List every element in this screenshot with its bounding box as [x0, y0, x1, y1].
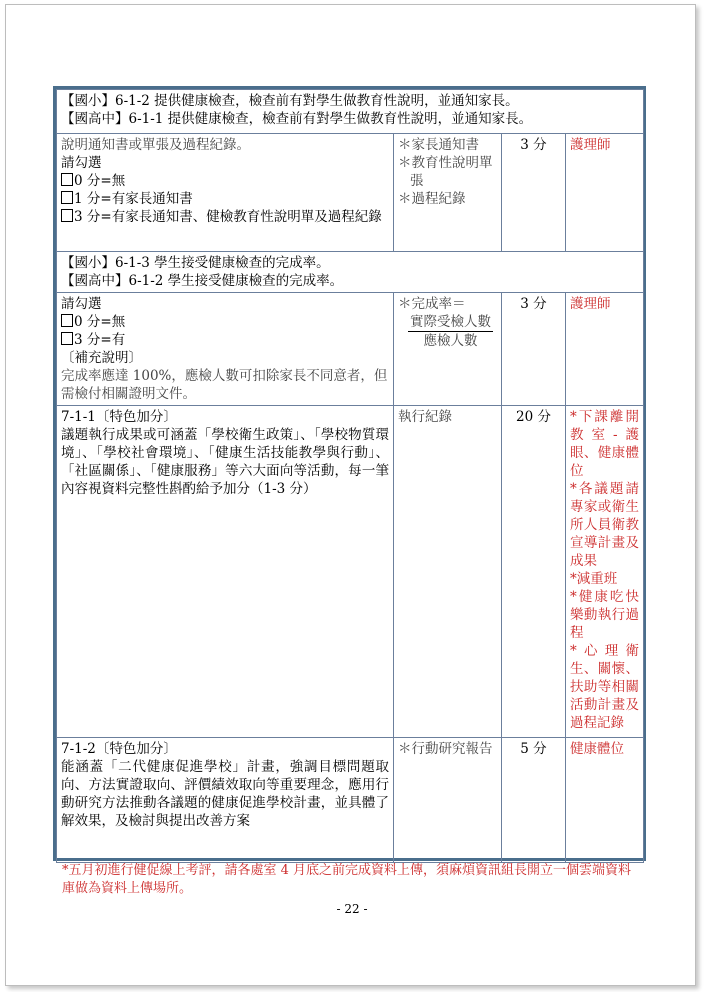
- criteria-table: [53, 86, 646, 861]
- indicator-6-1-2-secondary: 【國高中】6-1-2 學生接受健康檢查的完成率。: [61, 273, 344, 289]
- supplement-text: 完成率應達 100%，應檢人數可扣除家長不同意者，但需檢付相關證明文件。: [61, 368, 388, 402]
- score-cell: 5 分: [502, 738, 566, 863]
- option-3-points[interactable]: 3 分=有: [61, 331, 389, 349]
- indicator-text: 議題執行成果或可涵蓋「學校衛生政策」、「學校物質環境」、「學校社會環境」、「健康生活技能教學與行動」、「社區關係」、「健康服務」等六大面向等活動，每一筆內容視資料完整性斟酌給予加分（1-3 分）: [61, 427, 389, 497]
- note-item: *健康吃快樂動執行過程: [570, 589, 639, 641]
- evidence-item-continued: 張: [410, 173, 424, 189]
- indicator-6-1-2-criteria: [57, 134, 394, 252]
- indicator-6-1-3-header: [57, 252, 644, 293]
- note-item: *下課離開教室-護眼、健康體位: [570, 409, 639, 479]
- option-0-points[interactable]: 0 分=無: [61, 313, 389, 331]
- indicator-7-1-2-criteria: [57, 738, 394, 863]
- checkbox[interactable]: [61, 314, 73, 327]
- indicator-title: 7-1-2〔特色加分〕: [61, 741, 177, 757]
- evidence-item: ＊過程紀錄: [398, 191, 466, 207]
- option-0-points[interactable]: 0 分=無: [61, 172, 389, 190]
- checkbox[interactable]: [61, 209, 73, 222]
- note-item: *心理衛生、關懷、扶助等相關活動計畫及過程記錄: [570, 643, 639, 731]
- evidence-cell: ＊行動研究報告: [394, 738, 502, 863]
- indicator-6-1-3-elementary: 【國小】6-1-3 學生接受健康檢查的完成率。: [61, 255, 330, 271]
- evidence-item: ＊家長通知書: [398, 137, 479, 153]
- note-item: *減重班: [570, 571, 618, 587]
- indicator-text: 能涵蓋「二代健康促進學校」計畫，強調目標問題取向、方法實證取向、評價績效取向等重要理念，應用行動研究方法推動各議題的健康促進學校計畫，並具體了解效果，及檢討與提出改善方案: [61, 759, 389, 829]
- evidence-cell: 執行紀錄: [394, 406, 502, 738]
- score-cell: 20 分: [502, 406, 566, 738]
- completion-rate-label: ＊完成率＝: [398, 296, 466, 312]
- indicator-title: 7-1-1〔特色加分〕: [61, 409, 177, 425]
- notes-cell: [566, 406, 644, 738]
- select-prompt: 請勾選: [61, 155, 102, 171]
- criteria-description: 說明通知書或單張及過程紀錄。: [61, 137, 250, 153]
- indicator-6-1-3-criteria: [57, 293, 394, 406]
- option-1-points[interactable]: 1 分=有家長通知書: [61, 190, 389, 208]
- evidence-cell: [394, 293, 502, 406]
- checkbox[interactable]: [61, 332, 73, 345]
- option-3-points[interactable]: 3 分=有家長通知書、健檢教育性說明單及過程紀錄: [61, 208, 389, 226]
- score-cell: 3 分: [502, 293, 566, 406]
- indicator-6-1-2-elementary: 【國小】6-1-2 提供健康檢查，檢查前有對學生做教育性說明，並通知家長。: [61, 93, 519, 109]
- responsible-cell: 健康體位: [566, 738, 644, 863]
- select-prompt: 請勾選: [61, 296, 102, 312]
- responsible-cell: 護理師: [566, 293, 644, 406]
- indicator-6-1-2-header: [57, 90, 644, 134]
- evidence-cell: [394, 134, 502, 252]
- supplement-title: 〔補充說明〕: [61, 350, 142, 366]
- responsible-cell: 護理師: [566, 134, 644, 252]
- indicator-6-1-1-secondary: 【國高中】6-1-1 提供健康檢查，檢查前有對學生做教育性說明，並通知家長。: [61, 111, 533, 127]
- checkbox[interactable]: [61, 173, 73, 186]
- note-item: *各議題請專家或衛生所人員衛教宣導計畫及成果: [570, 481, 639, 569]
- fraction-numerator: 實際受檢人數: [410, 314, 491, 330]
- footnote: *五月初進行健促線上考評，請各處室 4 月底之前完成資料上傳，須麻煩資訊組長開立一個雲端資料庫做為資料上傳場所。: [62, 863, 632, 896]
- page-number: - 22 -: [336, 902, 368, 916]
- score-cell: 3 分: [502, 134, 566, 252]
- fraction-denominator: 應檢人數: [423, 333, 478, 349]
- completion-rate-fraction: [408, 313, 493, 350]
- evidence-item: ＊教育性說明單: [398, 155, 493, 171]
- indicator-7-1-1-criteria: [57, 406, 394, 738]
- checkbox[interactable]: [61, 191, 73, 204]
